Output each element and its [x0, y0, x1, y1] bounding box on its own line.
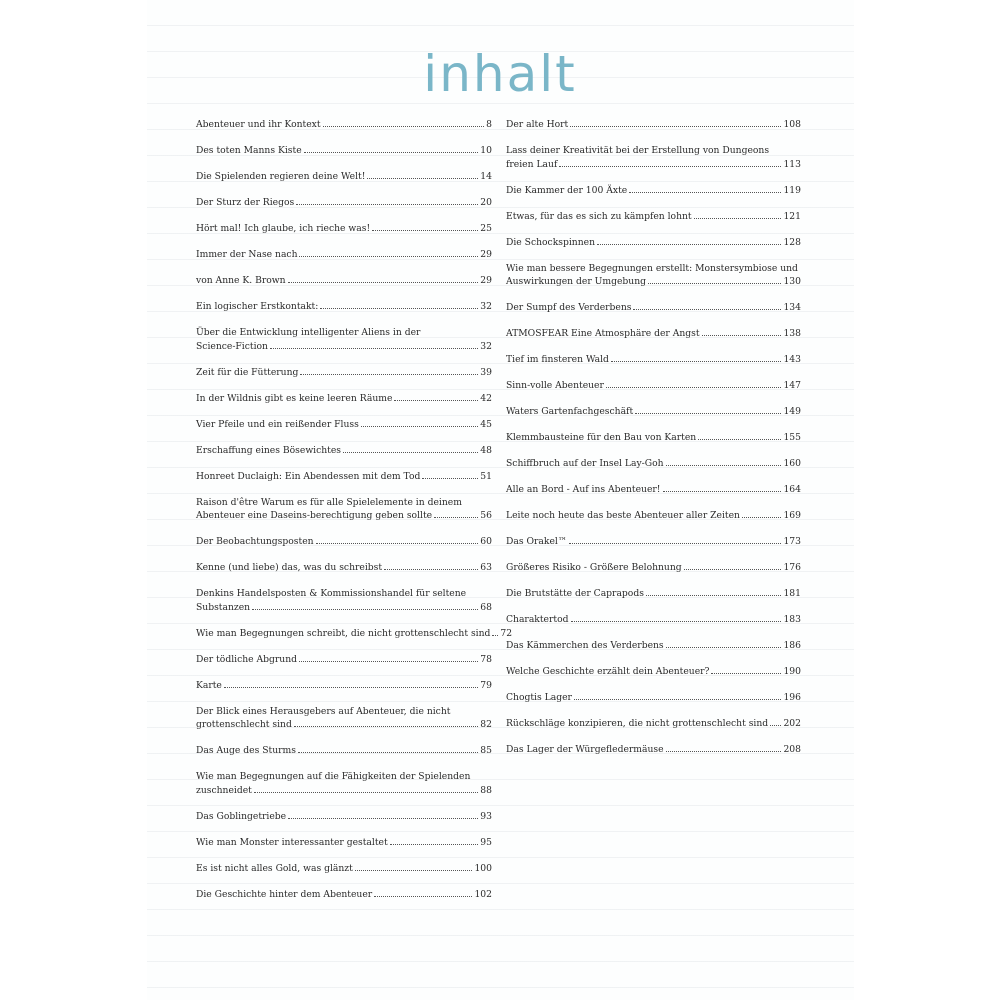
- toc-entry-title: Die Schockspinnen: [506, 236, 595, 248]
- dot-leader: [374, 896, 472, 897]
- toc-entry-page-number: 25: [480, 223, 492, 234]
- dot-leader: [299, 256, 478, 257]
- toc-entry-title: freien Lauf: [506, 158, 558, 170]
- toc-entry-title: Auswirkungen der Umgebung: [506, 276, 647, 287]
- toc-entry-page-number: 60: [480, 536, 492, 547]
- toc-entry-title: Wie man Begegnungen schreibt, die nicht grottenschlecht sind: [196, 627, 491, 639]
- dot-leader: [316, 543, 479, 544]
- toc-entry-page-number: 173: [783, 536, 801, 547]
- toc-entry-title: grottenschlecht sind: [196, 719, 292, 730]
- toc-entry[interactable]: [196, 862, 492, 876]
- dot-leader: [742, 517, 782, 518]
- toc-entry-page-number: 113: [783, 158, 801, 170]
- toc-entry-title: Der Sumpf des Verderbens: [506, 302, 632, 313]
- toc-entry[interactable]: [506, 353, 801, 367]
- toc-entry-title-line1: Wie man Begegnungen auf die Fähigkeiten der Spielenden: [196, 771, 471, 782]
- toc-entry-title: Vier Pfeile und ein reißender Fluss: [196, 418, 359, 430]
- toc-entry-page-number: 169: [783, 510, 801, 521]
- toc-entry[interactable]: [196, 587, 492, 614]
- toc-entry-page-number: 130: [783, 276, 801, 287]
- toc-entry-page-number: 208: [783, 744, 801, 755]
- dot-leader: [304, 152, 479, 153]
- toc-entry-title: Erschaffung eines Bösewichtes: [196, 444, 342, 456]
- toc-entry-title: Das Auge des Sturms: [196, 745, 296, 756]
- toc-entry-title-line1: Denkins Handelsposten & Kommissionshandel für seltene: [196, 588, 467, 599]
- dot-leader: [597, 244, 781, 245]
- toc-entry-title: Tief im finsteren Wald: [506, 354, 609, 365]
- toc-entry-title: Schiffbruch auf der Insel Lay-Goh: [506, 458, 664, 469]
- dot-leader: [663, 491, 782, 492]
- toc-entry-page-number: 155: [783, 432, 801, 443]
- toc-entry-page-number: 82: [480, 719, 492, 730]
- toc-entry-page-number: 119: [783, 184, 801, 196]
- toc-entry[interactable]: [196, 144, 492, 158]
- toc-entry-page-number: 42: [480, 392, 492, 404]
- dot-leader: [372, 230, 478, 231]
- dot-leader: [294, 726, 478, 727]
- toc-entry[interactable]: [196, 118, 492, 132]
- toc-entry-title: Hört mal! Ich glaube, ich rieche was!: [196, 223, 371, 234]
- toc-entry-page-number: 45: [480, 418, 492, 430]
- toc-entry[interactable]: [506, 431, 801, 445]
- dot-leader: [300, 374, 478, 375]
- toc-entry-page-number: 29: [480, 275, 492, 286]
- toc-entry[interactable]: [506, 457, 801, 471]
- dot-leader: [296, 204, 478, 205]
- toc-entry-title: Das Lager der Würgefledermäuse: [506, 744, 664, 755]
- toc-entry-page-number: 183: [783, 614, 801, 625]
- toc-entry-title: von Anne K. Brown: [196, 275, 286, 286]
- toc-entry-title: Zeit für die Fütterung: [196, 366, 299, 378]
- toc-entry-page-number: 78: [480, 653, 492, 665]
- dot-leader: [666, 647, 782, 648]
- toc-entry-title: Die Geschichte hinter dem Abenteuer: [196, 888, 373, 900]
- toc-entry-title: In der Wildnis gibt es keine leeren Räume: [196, 392, 393, 404]
- dot-leader: [611, 361, 782, 362]
- toc-entry-title: Waters Gartenfachgeschäft: [506, 406, 634, 417]
- toc-entry-title: Der tödliche Abgrund: [196, 653, 298, 665]
- dot-leader: [666, 465, 782, 466]
- dot-leader: [270, 348, 478, 349]
- toc-entry-page-number: 149: [783, 406, 801, 417]
- toc-entry-title-line1: Lass deiner Kreativität bei der Erstellung von Dungeons: [506, 145, 770, 156]
- toc-entry-page-number: 29: [480, 249, 492, 260]
- toc-entry-title: Das Kämmerchen des Verderbens: [506, 640, 664, 651]
- toc-entry-title-line1: Der Blick eines Herausgebers auf Abenteuer, die nicht: [196, 705, 451, 717]
- toc-entry[interactable]: [506, 262, 801, 289]
- toc-entry[interactable]: [196, 300, 492, 314]
- toc-right-column: [506, 118, 801, 769]
- dot-leader: [298, 752, 478, 753]
- dot-leader: [571, 621, 782, 622]
- toc-entry[interactable]: [506, 405, 801, 419]
- toc-entry[interactable]: [506, 691, 801, 705]
- dot-leader: [299, 661, 478, 662]
- toc-entry[interactable]: [506, 379, 801, 393]
- dot-leader: [770, 725, 781, 726]
- toc-entry-page-number: 176: [783, 562, 801, 573]
- toc-entry-page-number: 181: [783, 588, 801, 599]
- toc-entry-page-number: 95: [480, 836, 492, 848]
- dot-leader: [343, 452, 478, 453]
- dot-leader: [492, 635, 498, 636]
- dot-leader: [646, 595, 782, 596]
- dot-leader: [288, 818, 478, 819]
- toc-entry[interactable]: [196, 627, 513, 641]
- dot-leader: [288, 282, 479, 283]
- toc-entry[interactable]: [506, 613, 801, 627]
- dot-leader: [698, 439, 781, 440]
- toc-entry-page-number: 85: [480, 745, 492, 756]
- toc-entry-page-number: 39: [480, 366, 492, 378]
- dot-leader: [367, 178, 478, 179]
- page-title: inhalt: [423, 45, 577, 103]
- toc-entry-title: Abenteuer eine Daseins-berechtigung geben sollte: [196, 510, 433, 521]
- toc-entry[interactable]: [506, 236, 801, 250]
- toc-entry-title: Das Orakel™: [506, 536, 568, 547]
- toc-entry-page-number: 164: [783, 484, 801, 495]
- toc-entry-title: Die Spielenden regieren deine Welt!: [196, 171, 366, 182]
- toc-entry[interactable]: [196, 418, 492, 432]
- toc-entry-page-number: 121: [783, 210, 801, 222]
- dot-leader: [694, 218, 782, 219]
- toc-entry[interactable]: [506, 509, 801, 523]
- toc-entry-title: Alle an Bord - Auf ins Abenteuer!: [506, 484, 661, 495]
- toc-entry-title: Immer der Nase nach: [196, 249, 298, 260]
- toc-entry[interactable]: [196, 810, 492, 824]
- toc-entry-page-number: 138: [783, 328, 801, 339]
- dot-leader: [633, 309, 781, 310]
- dot-leader: [559, 166, 781, 167]
- toc-entry[interactable]: [506, 639, 801, 653]
- toc-entry-page-number: 160: [783, 458, 801, 469]
- toc-entry-title: Der Sturz der Riegos: [196, 197, 295, 208]
- dot-leader: [252, 609, 478, 610]
- toc-entry[interactable]: [196, 770, 492, 797]
- toc-entry-title: Charaktertod: [506, 614, 569, 625]
- toc-entry-page-number: 32: [480, 340, 492, 352]
- toc-entry-page-number: 143: [783, 354, 801, 365]
- toc-entry-title: Wie man Monster interessanter gestaltet: [196, 836, 388, 848]
- dot-leader: [390, 844, 479, 845]
- toc-entry-title: Größeres Risiko - Größere Belohnung: [506, 562, 682, 573]
- toc-entry-title: Klemmbausteine für den Bau von Karten: [506, 432, 697, 443]
- toc-entry-page-number: 196: [783, 692, 801, 703]
- toc-entry-title: Leite noch heute das beste Abenteuer aller Zeiten: [506, 510, 740, 521]
- toc-entry-page-number: 190: [783, 666, 801, 677]
- dot-leader: [666, 751, 782, 752]
- toc-entry-title-line1: Raison d'être Warum es für alle Spielelemente in deinem: [196, 496, 462, 508]
- toc-entry-title: zuschneidet: [196, 784, 252, 796]
- toc-entry-page-number: 14: [480, 171, 492, 182]
- dot-leader: [323, 126, 485, 127]
- toc-entry-title-line1: Über die Entwicklung intelligenter Aliens in der: [196, 327, 421, 338]
- toc-entry-page-number: 20: [480, 197, 492, 208]
- toc-entry-title: Science-Fiction: [196, 340, 268, 352]
- toc-entry[interactable]: [506, 665, 801, 679]
- dot-leader: [361, 426, 478, 427]
- toc-entry-title: Ein logischer Erstkontakt:: [196, 301, 319, 312]
- dot-leader: [569, 543, 781, 544]
- toc-entry-page-number: 88: [480, 784, 492, 796]
- toc-entry[interactable]: [196, 444, 492, 458]
- dot-leader: [574, 699, 782, 700]
- dot-leader: [684, 569, 782, 570]
- toc-entry[interactable]: [506, 743, 801, 757]
- toc-entry-title: ATMOSFEAR Eine Atmosphäre der Angst: [506, 328, 700, 339]
- toc-entry[interactable]: [196, 470, 492, 484]
- toc-entry[interactable]: [506, 535, 801, 549]
- toc-entry-page-number: 72: [500, 627, 513, 639]
- toc-entry-page-number: 63: [480, 562, 492, 573]
- dot-leader: [635, 413, 781, 414]
- toc-entry-page-number: 202: [783, 718, 801, 729]
- toc-entry-page-number: 108: [783, 119, 801, 130]
- toc-entry-title: Substanzen: [196, 601, 251, 613]
- dot-leader: [434, 517, 478, 518]
- toc-entry[interactable]: [506, 483, 801, 497]
- toc-entry-title: Chogtis Lager: [506, 692, 572, 703]
- toc-entry[interactable]: [506, 184, 801, 198]
- toc-entry-page-number: 79: [480, 679, 492, 691]
- toc-entry-title: Der alte Hort: [506, 119, 569, 130]
- toc-entry-page-number: 186: [783, 640, 801, 651]
- toc-entry-title: Etwas, für das es sich zu kämpfen lohnt: [506, 210, 692, 222]
- toc-entry[interactable]: [506, 587, 801, 601]
- toc-entry-page-number: 134: [783, 302, 801, 313]
- toc-entry-title: Die Brutstätte der Caprapods: [506, 588, 644, 599]
- toc-entry-page-number: 48: [480, 444, 492, 456]
- dot-leader: [711, 673, 781, 674]
- toc-entry-page-number: 8: [486, 119, 492, 130]
- toc-left-column: [196, 118, 513, 914]
- toc-entry[interactable]: [196, 705, 492, 732]
- toc-entry-page-number: 56: [480, 510, 492, 521]
- toc-entry[interactable]: [196, 392, 492, 406]
- toc-entry[interactable]: [506, 717, 801, 731]
- dot-leader: [384, 569, 478, 570]
- toc-entry[interactable]: [196, 326, 492, 353]
- toc-entry[interactable]: [196, 836, 492, 850]
- toc-entry-title: Karte: [196, 679, 222, 691]
- toc-entry[interactable]: [196, 366, 492, 380]
- toc-entry[interactable]: [196, 222, 492, 236]
- toc-entry[interactable]: [506, 144, 801, 171]
- toc-entry[interactable]: [196, 248, 492, 262]
- toc-entry[interactable]: [196, 274, 492, 288]
- toc-entry[interactable]: [196, 653, 492, 667]
- dot-leader: [224, 687, 478, 688]
- toc-entry-title: Honreet Duclaigh: Ein Abendessen mit dem Tod: [196, 470, 421, 482]
- toc-entry-title: Das Goblingetriebe: [196, 810, 287, 822]
- toc-entry-page-number: 51: [480, 470, 492, 482]
- toc-entry[interactable]: [196, 496, 492, 523]
- toc-entry-title: Es ist nicht alles Gold, was glänzt: [196, 862, 353, 874]
- dot-leader: [606, 387, 782, 388]
- dot-leader: [629, 192, 781, 193]
- toc-entry[interactable]: [196, 170, 492, 184]
- toc-entry-page-number: 68: [480, 601, 492, 613]
- toc-entry-page-number: 10: [480, 145, 492, 156]
- toc-entry-title-line1: Wie man bessere Begegnungen erstellt: Monstersymbiose und: [506, 262, 798, 274]
- toc-entry-title: Sinn-volle Abenteuer: [506, 380, 604, 391]
- toc-entry-title: Abenteuer und ihr Kontext: [196, 119, 321, 130]
- dot-leader: [254, 792, 478, 793]
- dot-leader: [702, 335, 782, 336]
- toc-entry[interactable]: [196, 196, 492, 210]
- toc-entry[interactable]: [506, 561, 801, 575]
- toc-entry-title: Rückschläge konzipieren, die nicht grottenschlecht sind: [506, 718, 769, 729]
- toc-entry-title: Kenne (und liebe) das, was du schreibst: [196, 562, 383, 573]
- toc-entry-title: Welche Geschichte erzählt dein Abenteuer?: [506, 666, 710, 677]
- dot-leader: [422, 478, 478, 479]
- dot-leader: [394, 400, 478, 401]
- toc-entry-page-number: 128: [783, 236, 801, 248]
- toc-entry-title: Des toten Manns Kiste: [196, 145, 302, 156]
- dot-leader: [648, 283, 781, 284]
- toc-entry[interactable]: [196, 561, 492, 575]
- toc-entry-page-number: 102: [474, 888, 492, 900]
- dot-leader: [320, 308, 478, 309]
- toc-entry[interactable]: [196, 679, 492, 693]
- toc-entry-page-number: 32: [480, 301, 492, 312]
- toc-entry[interactable]: [506, 210, 801, 224]
- dot-leader: [570, 126, 781, 127]
- dot-leader: [355, 870, 473, 871]
- toc-entry[interactable]: [506, 118, 801, 132]
- toc-entry-page-number: 100: [474, 862, 492, 874]
- toc-entry[interactable]: [196, 744, 492, 758]
- toc-entry-title: Die Kammer der 100 Äxte: [506, 184, 628, 196]
- toc-entry[interactable]: [506, 327, 801, 341]
- toc-entry[interactable]: [506, 301, 801, 315]
- toc-entry-page-number: 147: [783, 380, 801, 391]
- toc-entry-title: Der Beobachtungsposten: [196, 536, 314, 547]
- toc-entry-page-number: 93: [480, 810, 492, 822]
- toc-entry[interactable]: [196, 535, 492, 549]
- toc-entry[interactable]: [196, 888, 492, 902]
